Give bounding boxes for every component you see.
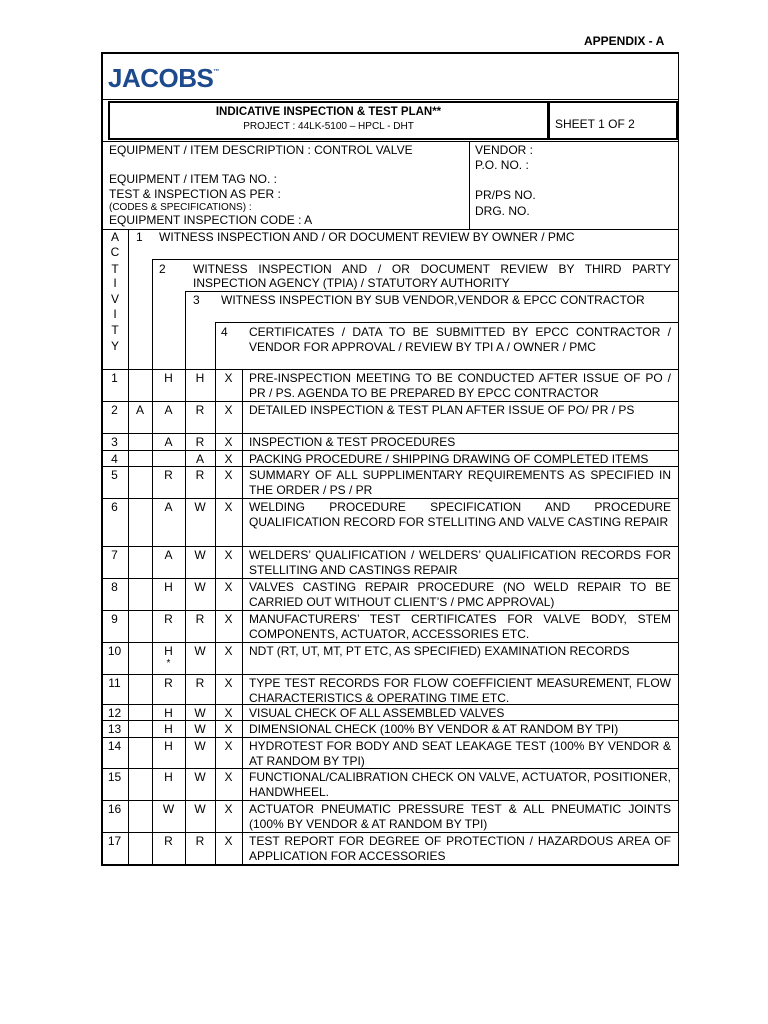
row-number: 3	[111, 435, 118, 449]
test-as-per: TEST & INSPECTION AS PER :	[109, 187, 281, 201]
activity-letter: V	[110, 292, 119, 306]
equipment-description: EQUIPMENT / ITEM DESCRIPTION : CONTROL VALVE	[109, 143, 413, 157]
legend-3-text: WITNESS INSPECTION BY SUB VENDOR,VENDOR & EPCC CONTRACTOR	[221, 293, 645, 307]
certificate-code: X	[224, 612, 233, 626]
legend-2-text-b: INSPECTION AGENCY (TPIA) / STATUTORY AUTHORITY	[193, 276, 510, 290]
vendor-code: W	[194, 722, 206, 736]
tpia-code: A	[164, 548, 173, 562]
activity-description: DETAILED INSPECTION & TEST PLAN AFTER ISSUE OF PO/ PR / PS	[249, 403, 635, 417]
vendor-code: W	[194, 739, 206, 753]
sheet-label: SHEET 1 OF 2	[555, 117, 635, 131]
jacobs-logo	[108, 63, 219, 94]
activity-description: HYDROTEST FOR BODY AND SEAT LEAKAGE TEST (100% BY VENDOR & AT RANDOM BY TPI)	[249, 739, 671, 768]
activity-letter: C	[110, 245, 120, 259]
row-divider	[101, 578, 679, 579]
activity-letter: I	[113, 307, 117, 321]
vendor-code: R	[195, 676, 205, 690]
vendor-code: R	[195, 612, 205, 626]
activity-letter: T	[111, 323, 119, 337]
row-number: 14	[107, 739, 122, 753]
divider	[469, 141, 470, 229]
tpia-code-note: *	[166, 658, 171, 669]
activity-description: WELDERS’ QUALIFICATION / WELDERS’ QUALIFICATION RECORDS FOR STELLITING AND CASTINGS REPAIR	[249, 548, 671, 577]
tpia-code: R	[164, 676, 173, 690]
row-number: 17	[107, 834, 122, 848]
activity-description: VALVES CASTING REPAIR PROCEDURE (NO WELD REPAIR TO BE CARRIED OUT WITHOUT CLIENT’S / PMC APPROVAL)	[249, 580, 671, 609]
row-divider	[101, 832, 679, 833]
row-divider	[101, 610, 679, 611]
codes-specifications: (CODES & SPECIFICATIONS) :	[109, 202, 252, 213]
activity-description: INSPECTION & TEST PROCEDURES	[249, 435, 456, 449]
po-no-label: P.O. NO. :	[475, 158, 529, 172]
row-number: 8	[111, 580, 118, 594]
owner-pmc-code: A	[135, 403, 144, 417]
activity-description: WELDING PROCEDURE SPECIFICATION AND PROCEDURE QUALIFICATION RECORD FOR STELLITING AND VALVE CASTING REPAIR	[249, 500, 671, 529]
divider	[101, 99, 679, 100]
divider	[101, 141, 679, 142]
divider	[242, 369, 243, 865]
row-divider	[101, 498, 679, 499]
sheet-box	[549, 101, 678, 140]
tpia-code: H	[164, 706, 173, 720]
activity-description: PACKING PROCEDURE / SHIPPING DRAWING OF COMPLETED ITEMS	[249, 452, 649, 466]
vendor-code: W	[194, 548, 206, 562]
row-number: 15	[107, 770, 122, 784]
row-number: 9	[111, 612, 118, 626]
row-divider	[101, 800, 679, 801]
plan-title: INDICATIVE INSPECTION & TEST PLAN**	[215, 106, 442, 118]
row-divider	[101, 450, 679, 451]
vendor-label: VENDOR :	[475, 143, 534, 157]
tpia-code: H	[164, 739, 173, 753]
row-divider	[101, 674, 679, 675]
certificate-code: X	[224, 770, 233, 784]
vendor-code: W	[194, 500, 206, 514]
tpia-code: R	[164, 834, 173, 848]
row-divider	[101, 768, 679, 769]
legend-4-number: 4	[221, 325, 228, 339]
tpia-code: A	[164, 435, 173, 449]
activity-letter: A	[110, 230, 119, 244]
vendor-code: W	[194, 706, 206, 720]
appendix-label: APPENDIX - A	[584, 34, 665, 48]
row-divider	[101, 865, 679, 866]
divider	[185, 291, 679, 292]
tpia-code: H	[164, 580, 173, 594]
legend-2-text-a: WITNESS INSPECTION AND / OR DOCUMENT REVIEW BY THIRD PARTY	[193, 262, 671, 276]
activity-description: DIMENSIONAL CHECK (100% BY VENDOR & AT RANDOM BY TPI)	[249, 722, 619, 736]
activity-description: TEST REPORT FOR DEGREE OF PROTECTION / HAZARDOUS AREA OF APPLICATION FOR ACCESSORIES	[249, 834, 671, 863]
inspection-code: EQUIPMENT INSPECTION CODE : A	[109, 213, 313, 227]
vendor-code: R	[195, 834, 205, 848]
activity-letter: I	[113, 276, 117, 290]
certificate-code: X	[224, 500, 233, 514]
legend-3-number: 3	[193, 293, 200, 307]
row-number: 11	[108, 676, 121, 690]
legend-2-number: 2	[159, 262, 166, 276]
tpia-code: R	[164, 468, 173, 482]
activity-letter: T	[111, 262, 119, 276]
activity-description: MANUFACTURERS’ TEST CERTIFICATES FOR VALVE BODY, STEM COMPONENTS, ACTUATOR, ACCESSORIES ETC.	[249, 612, 671, 641]
divider	[185, 291, 186, 369]
tpia-code: H	[164, 722, 173, 736]
divider	[152, 259, 679, 260]
row-divider	[101, 433, 679, 434]
divider	[128, 229, 129, 369]
vendor-code: W	[194, 802, 206, 816]
certificate-code: X	[224, 371, 233, 385]
row-number: 1	[111, 371, 118, 385]
certificate-code: X	[224, 722, 233, 736]
legend-1-text: WITNESS INSPECTION AND / OR DOCUMENT REVIEW BY OWNER / PMC	[159, 230, 575, 244]
row-divider	[101, 642, 679, 643]
tpia-code: R	[164, 612, 173, 626]
row-divider	[101, 401, 679, 402]
activity-description: TYPE TEST RECORDS FOR FLOW COEFFICIENT MEASUREMENT, FLOW CHARACTERISTICS & OPERATING TIME ETC.	[249, 676, 671, 705]
row-number: 4	[111, 452, 118, 466]
vendor-code: R	[195, 435, 205, 449]
divider	[101, 369, 679, 370]
row-number: 7	[111, 548, 118, 562]
row-number: 6	[111, 500, 118, 514]
activity-description: PRE-INSPECTION MEETING TO BE CONDUCTED AFTER ISSUE OF PO / PR / PS. AGENDA TO BE PREPARED BY EPCC CONTRACTOR	[249, 371, 671, 400]
title-box	[108, 101, 549, 140]
tpia-code: H	[164, 644, 173, 658]
row-divider	[101, 546, 679, 547]
divider	[215, 322, 679, 323]
activity-description: NDT (RT, UT, MT, PT ETC, AS SPECIFIED) EXAMINATION RECORDS	[249, 644, 630, 658]
activity-description: SUMMARY OF ALL SUPPLIMENTARY REQUIREMENTS AS SPECIFIED IN THE ORDER / PS / PR	[249, 468, 671, 497]
certificate-code: X	[224, 834, 233, 848]
project-label: PROJECT : 44LK-5100 – HPCL - DHT	[243, 121, 414, 132]
legend-1-number: 1	[136, 230, 143, 244]
vendor-code: R	[195, 403, 205, 417]
logo-text: JACOBS	[108, 63, 214, 93]
row-number: 12	[107, 706, 122, 720]
certificate-code: X	[224, 403, 233, 417]
tpia-code: W	[162, 802, 175, 816]
tpia-code: A	[164, 403, 173, 417]
legend-4-text-a: CERTIFICATES / DATA TO BE SUBMITTED BY EPCC CONTRACTOR /	[249, 325, 671, 339]
certificate-code: X	[224, 676, 233, 690]
activity-letter: Y	[110, 339, 119, 353]
certificate-code: X	[224, 580, 233, 594]
equipment-tag-no: EQUIPMENT / ITEM TAG NO. :	[109, 172, 278, 186]
certificate-code: X	[224, 802, 233, 816]
tpia-code: H	[164, 371, 173, 385]
certificate-code: X	[224, 452, 233, 466]
row-number: 16	[107, 802, 122, 816]
logo-tm: ™	[213, 69, 219, 75]
certificate-code: X	[224, 468, 233, 482]
drg-no-label: DRG. NO.	[475, 204, 530, 218]
vendor-code: W	[194, 770, 206, 784]
row-number: 13	[107, 722, 122, 736]
row-divider	[101, 737, 679, 738]
vendor-code: H	[195, 371, 205, 385]
tpia-code: A	[164, 500, 173, 514]
certificate-code: X	[224, 706, 233, 720]
vendor-code: A	[195, 452, 204, 466]
certificate-code: X	[224, 739, 233, 753]
divider	[128, 369, 129, 865]
certificate-code: X	[224, 548, 233, 562]
divider	[215, 322, 216, 369]
pr-ps-label: PR/PS NO.	[475, 188, 536, 202]
row-number: 5	[111, 468, 118, 482]
row-number: 10	[107, 644, 122, 658]
legend-4-text-b: VENDOR FOR APPROVAL / REVIEW BY TPI A / OWNER / PMC	[249, 340, 596, 354]
activity-description: ACTUATOR PNEUMATIC PRESSURE TEST & ALL PNEUMATIC JOINTS (100% BY VENDOR & AT RANDOM BY TPI)	[249, 802, 671, 831]
certificate-code: X	[224, 644, 233, 658]
divider	[152, 259, 153, 369]
row-number: 2	[111, 403, 118, 417]
activity-description: VISUAL CHECK OF ALL ASSEMBLED VALVES	[249, 706, 505, 720]
certificate-code: X	[224, 435, 233, 449]
activity-description: FUNCTIONAL/CALIBRATION CHECK ON VALVE, ACTUATOR, POSITIONER, HANDWHEEL.	[249, 770, 671, 799]
vendor-code: W	[194, 580, 206, 594]
vendor-code: W	[194, 644, 206, 658]
vendor-code: R	[195, 468, 205, 482]
tpia-code: H	[164, 770, 173, 784]
